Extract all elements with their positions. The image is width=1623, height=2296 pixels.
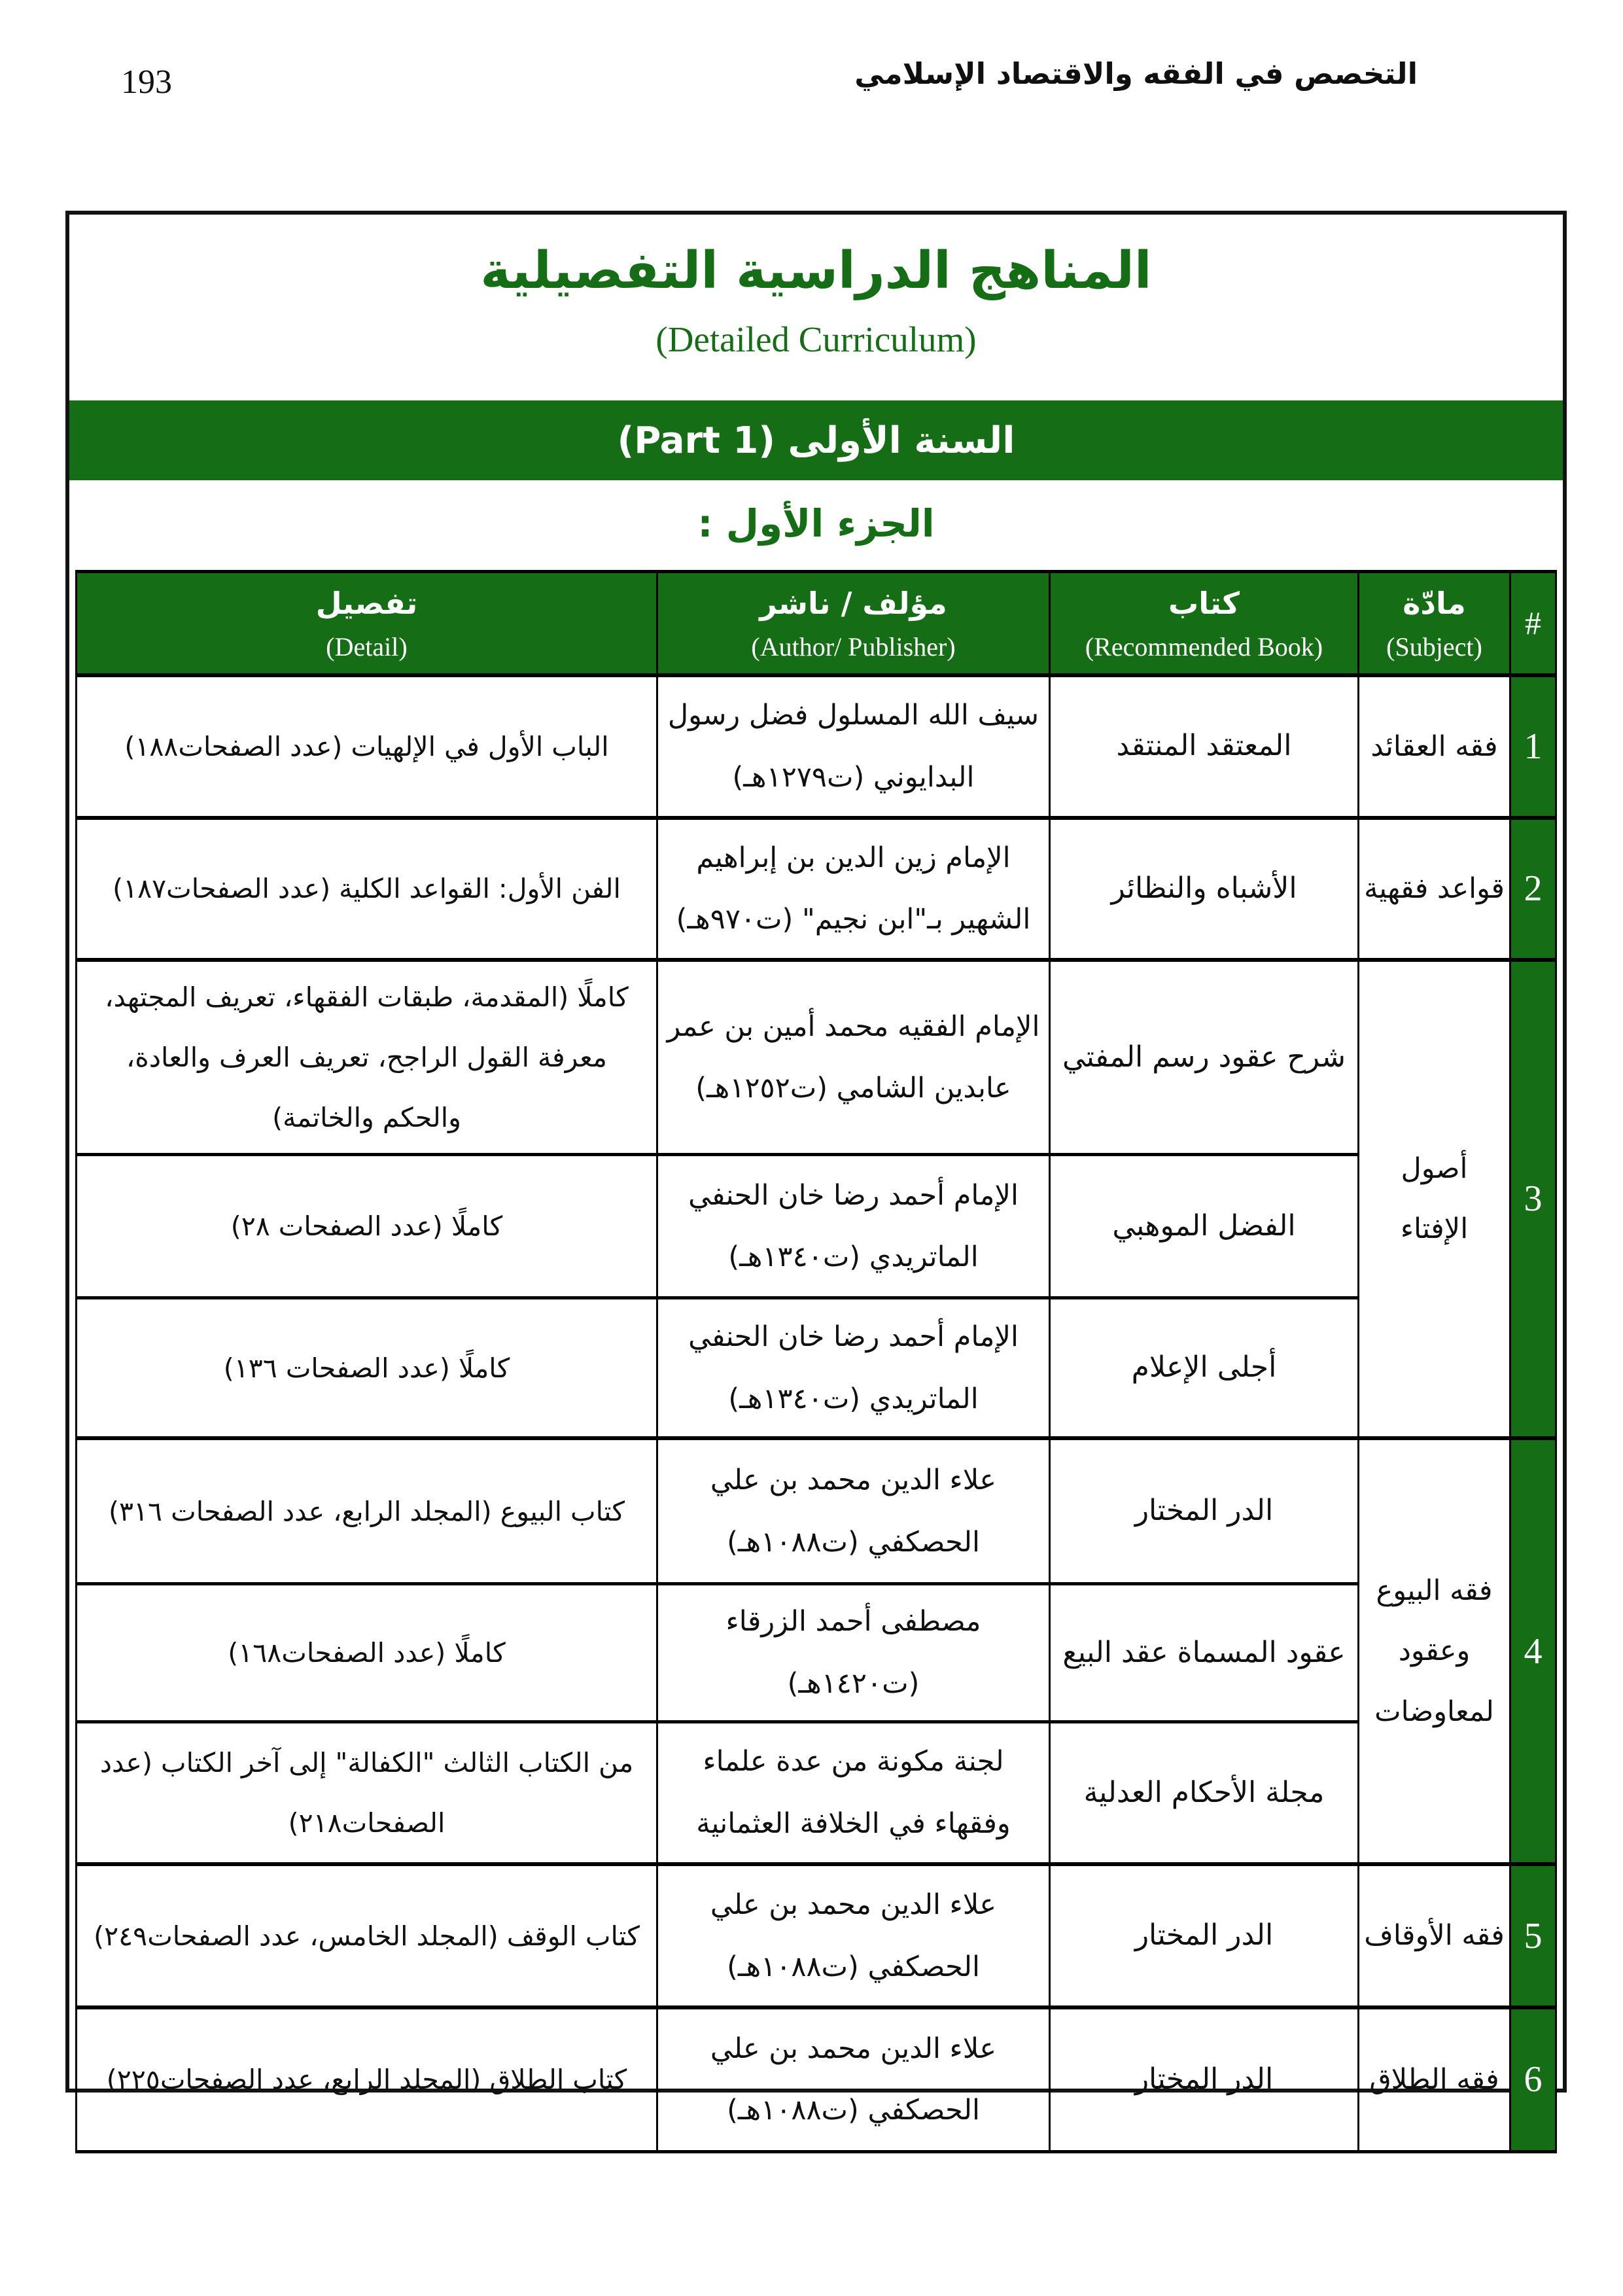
- header-number: [1510, 572, 1556, 675]
- author-cell: علاء الدين محمد بن علي الحصكفي (ت١٠٨٨هـ): [657, 1438, 1050, 1584]
- document-title-english: (Detailed Curriculum): [655, 319, 977, 360]
- year-banner: السنة الأولى (Part 1): [69, 400, 1563, 480]
- page-number: 193: [121, 63, 172, 101]
- detail-cell: كاملًا (عدد الصفحات ١٣٦): [77, 1298, 657, 1438]
- author-cell: لجنة مكونة من عدة علماء وفقهاء في الخلافة العثمانية: [657, 1722, 1050, 1864]
- document-title-arabic: المناهج الدراسية التفصيلية: [480, 241, 1152, 300]
- book-cell: الفضل الموهبي: [1050, 1155, 1359, 1298]
- detail-cell: كتاب الوقف (المجلد الخامس، عدد الصفحات٢٤٩): [77, 1864, 657, 2007]
- row-number: 1: [1510, 675, 1556, 818]
- author-cell: الإمام أحمد رضا خان الحنفي الماتريدي (ت١٣٤٠هـ): [657, 1298, 1050, 1438]
- book-cell: شرح عقود رسم المفتي: [1050, 960, 1359, 1155]
- subject-cell: أصول الإفتاء: [1359, 960, 1510, 1438]
- detail-cell: الفن الأول: القواعد الكلية (عدد الصفحات١٨٧): [77, 818, 657, 960]
- book-cell: الدر المختار: [1050, 2007, 1359, 2151]
- detail-cell: من الكتاب الثالث "الكفالة" إلى آخر الكتاب (عدد الصفحات٢١٨): [77, 1722, 657, 1864]
- curriculum-table: [75, 570, 1557, 2153]
- detail-cell: كاملًا (المقدمة، طبقات الفقهاء، تعريف المجتهد، معرفة القول الراجح، تعريف العرف والعادة، والحكم والخاتمة): [77, 960, 657, 1155]
- header-book: كتاب (Recommended Book): [1050, 572, 1359, 675]
- table-row: [77, 1864, 1556, 2007]
- row-number: 2: [1510, 818, 1556, 960]
- detail-cell: كاملًا (عدد الصفحات ٢٨): [77, 1155, 657, 1298]
- table-body: [77, 675, 1556, 2151]
- row-number: 6: [1510, 2007, 1556, 2151]
- author-cell: سيف الله المسلول فضل رسول البدايوني (ت١٢٧٩هـ): [657, 675, 1050, 818]
- table-row: [77, 1438, 1556, 1584]
- subject-cell: فقه الأوقاف: [1359, 1864, 1510, 2007]
- detail-cell: كتاب البيوع (المجلد الرابع، عدد الصفحات ٣١٦): [77, 1438, 657, 1584]
- author-cell: مصطفى أحمد الزرقاء (ت١٤٢٠هـ): [657, 1584, 1050, 1722]
- author-cell: الإمام أحمد رضا خان الحنفي الماتريدي (ت١٣٤٠هـ): [657, 1155, 1050, 1298]
- book-cell: الدر المختار: [1050, 1438, 1359, 1584]
- table-row: [77, 1722, 1556, 1864]
- subject-cell: فقه البيوع وعقود لمعاوضات: [1359, 1438, 1510, 1864]
- detail-cell: كاملًا (عدد الصفحات١٦٨): [77, 1584, 657, 1722]
- page-header-title: التخصص في الفقه والاقتصاد الإسلامي: [854, 56, 1418, 91]
- book-cell: الدر المختار: [1050, 1864, 1359, 2007]
- author-cell: الإمام الفقيه محمد أمين بن عمر عابدين الشامي (ت١٢٥٢هـ): [657, 960, 1050, 1155]
- table-row: [77, 1155, 1556, 1298]
- header-detail: تفصيل (Detail): [77, 572, 657, 675]
- header-subject: مادّة (Subject): [1359, 572, 1510, 675]
- table-row: [77, 2007, 1556, 2151]
- detail-cell: الباب الأول في الإلهيات (عدد الصفحات١٨٨): [77, 675, 657, 818]
- table-row: [77, 675, 1556, 818]
- table-row: [77, 1298, 1556, 1438]
- author-cell: علاء الدين محمد بن علي الحصكفي (ت١٠٨٨هـ): [657, 2007, 1050, 2151]
- subject-cell: فقه العقائد: [1359, 675, 1510, 818]
- subject-cell: قواعد فقهية: [1359, 818, 1510, 960]
- row-number: 5: [1510, 1864, 1556, 2007]
- table-row: [77, 818, 1556, 960]
- row-number: 3: [1510, 960, 1556, 1438]
- book-cell: المعتقد المنتقد: [1050, 675, 1359, 818]
- header-author: مؤلف / ناشر (Author/ Publisher): [657, 572, 1050, 675]
- table-row: [77, 960, 1556, 1155]
- author-cell: علاء الدين محمد بن علي الحصكفي (ت١٠٨٨هـ): [657, 1864, 1050, 2007]
- header-number-label: #: [1525, 605, 1541, 642]
- author-cell: الإمام زين الدين بن إبراهيم الشهير بـ"ابن نجيم" (ت٩٧٠هـ): [657, 818, 1050, 960]
- table-row: [77, 1584, 1556, 1722]
- row-number: 4: [1510, 1438, 1556, 1864]
- book-cell: الأشباه والنظائر: [1050, 818, 1359, 960]
- book-cell: مجلة الأحكام العدلية: [1050, 1722, 1359, 1864]
- table-header: [77, 572, 1556, 675]
- book-cell: عقود المسماة عقد البيع: [1050, 1584, 1359, 1722]
- part-heading: الجزء الأول :: [697, 501, 935, 546]
- subject-cell: فقه الطلاق: [1359, 2007, 1510, 2151]
- detail-cell: كتاب الطلاق (المجلد الرابع، عدد الصفحات٢٢٥): [77, 2007, 657, 2151]
- book-cell: أجلى الإعلام: [1050, 1298, 1359, 1438]
- content-frame: [65, 211, 1567, 2127]
